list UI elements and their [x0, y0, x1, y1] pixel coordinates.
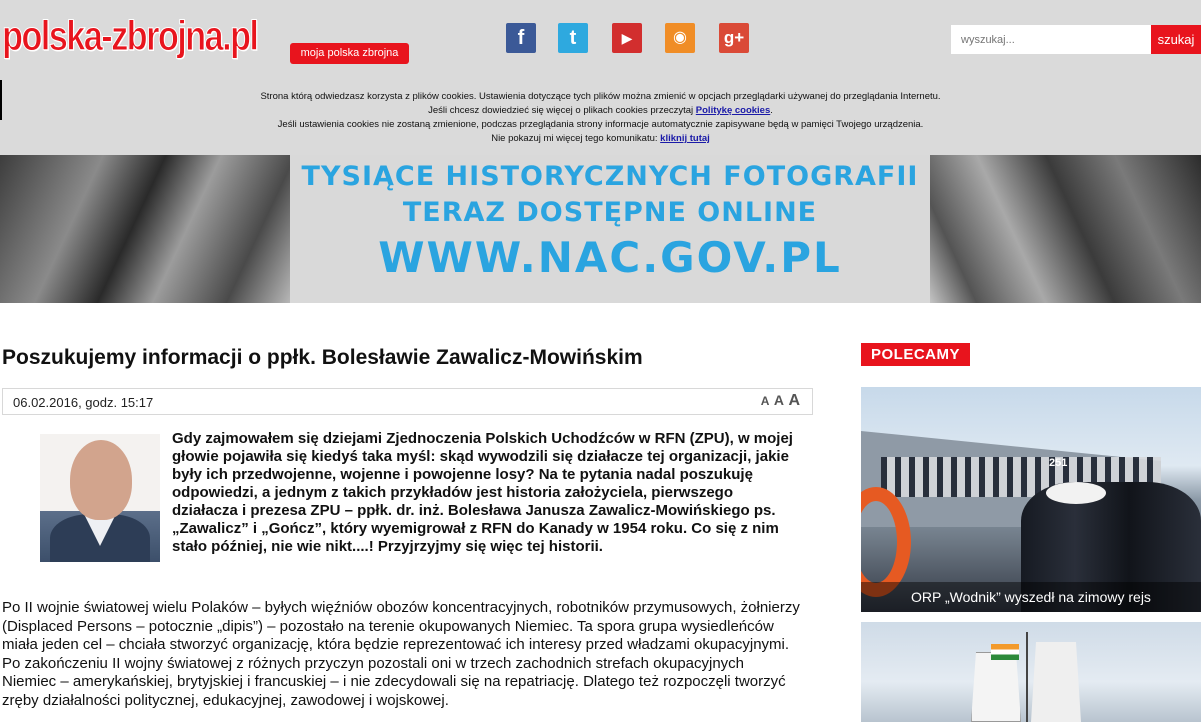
article-lead: Gdy zajmowałem się dziejami Zjednoczenia Polskich Uchodźców w RFN (ZPU), w mojej głowie pojawiła się kiedyś taka myśl: skąd wywodzili się działacze tej organizacji, jakie były ich przedwojenne, wojenne i powojenne losy? Na te pytania nadal poszukuję odpowiedzi, a jednym z takich przykładów jest historia założyciela, pierwszego działacza i prezesa ZPU – ppłk. dr. inż. Bolesława Janusza Zawalicz-Mowińskiego ps. „Zawalicz” i „Gończ”, który wyemigrował z RFN do Kanady w 1954 roku. Co się z nim stało później, nie wie nikt....! Przyjrzyjmy się więc tej historii. [172, 430, 793, 555]
ship-hull-number: 251 [1049, 457, 1068, 469]
moja-polska-zbrojna-button[interactable]: moja polska zbrojna [290, 43, 409, 64]
font-size-medium-button[interactable]: A [773, 392, 784, 408]
ship-sail-2 [1031, 642, 1081, 722]
nac-banner[interactable] [0, 155, 1201, 303]
author-head [70, 440, 132, 520]
cookie-line-1: Strona którą odwiedzasz korzysta z plików cookies. Ustawienia dotyczące tych plików można zmienić w opcjach przeglądarki używanej do przeglądania Internetu. [260, 91, 941, 102]
author-photo [40, 434, 160, 562]
recommended-item-1[interactable] [861, 387, 1201, 612]
recommended-item-1-caption[interactable]: ORP „Wodnik” wyszedł na zimowy rejs [861, 582, 1201, 612]
cookie-line-4 [0, 132, 1201, 146]
cookie-line-2-suffix: . [770, 105, 773, 116]
cookie-dismiss-link[interactable]: kliknij tutaj [660, 133, 710, 144]
font-size-controls [761, 392, 800, 410]
search-button[interactable]: szukaj [1151, 25, 1201, 54]
article-body: Po II wojnie światowej wielu Polaków – byłych więźniów obozów koncentracyjnych, robotników przymusowych, żołnierzy (Displaced Persons – potocznie „dipis”) – pozostało na terenie okupowanych Niemiec. Ta spora grupa wysiedleńców miała jeden cel – chciała stworzyć organizację, która będzie reprezentować ich interesy przed władzami okupacyjnymi. Po zakończeniu II wojny światowej z różnych przyczyn pozostali oni w trzech zachodnich strefach okupacyjnych Niemiec – amerykańskiej, brytyjskiej i francuskiej – i nie zdecydowali się na repatriację. Dlatego też rozpoczęli tworzyć zręby działalności politycznej, edukacyjnej, zawodowej i wojskowej. [2, 599, 800, 709]
banner-line-2: TERAZ DOSTĘPNE ONLINE [402, 197, 818, 228]
site-logo[interactable]: polska-zbrojna.pl [2, 12, 258, 59]
banner-photo-left [0, 155, 300, 303]
banner-photo-right [925, 155, 1201, 303]
googleplus-icon[interactable]: g+ [719, 23, 749, 53]
article-meta-bar [2, 388, 813, 415]
cookie-line-2 [0, 104, 1201, 118]
recommended-item-2[interactable] [861, 622, 1201, 722]
cookie-notice [0, 90, 1201, 146]
officer-cap [1046, 482, 1106, 504]
banner-line-1: TYSIĄCE HISTORYCZNYCH FOTOGRAFII [301, 161, 919, 192]
cookie-line-2-text: Jeśli chcesz dowiedzieć się więcej o plikach cookies przeczytaj [428, 105, 696, 116]
site-header [0, 0, 1201, 155]
cookie-policy-link[interactable]: Politykę cookies [695, 105, 771, 116]
banner-url: WWW.NAC.GOV.PL [378, 233, 842, 282]
ship-flag [991, 644, 1019, 660]
article-title: Poszukujemy informacji o ppłk. Bolesławie Zawalicz-Mowińskim [2, 346, 643, 369]
ship-mast [1026, 632, 1028, 722]
youtube-icon[interactable]: ▶ [612, 23, 642, 53]
cookie-line-4-text: Nie pokazuj mi więcej tego komunikatu: [491, 133, 661, 144]
facebook-icon[interactable]: f [506, 23, 536, 53]
font-size-small-button[interactable]: A [760, 394, 770, 408]
article-date: 06.02.2016, godz. 15:17 [13, 395, 154, 410]
twitter-icon[interactable]: t [558, 23, 588, 53]
ship-sail-1 [971, 652, 1021, 722]
font-size-large-button[interactable]: A [788, 392, 800, 409]
rss-icon[interactable]: ◉ [665, 23, 695, 53]
polecamy-section-label: POLECAMY [861, 343, 970, 366]
search-input[interactable] [951, 25, 1151, 54]
cookie-line-3: Jeśli ustawienia cookies nie zostaną zmienione, podczas przeglądania strony informacje automatycznie zapisywane będą w pamięci Twojego urządzenia. [277, 119, 924, 130]
banner-text-area [290, 155, 930, 303]
